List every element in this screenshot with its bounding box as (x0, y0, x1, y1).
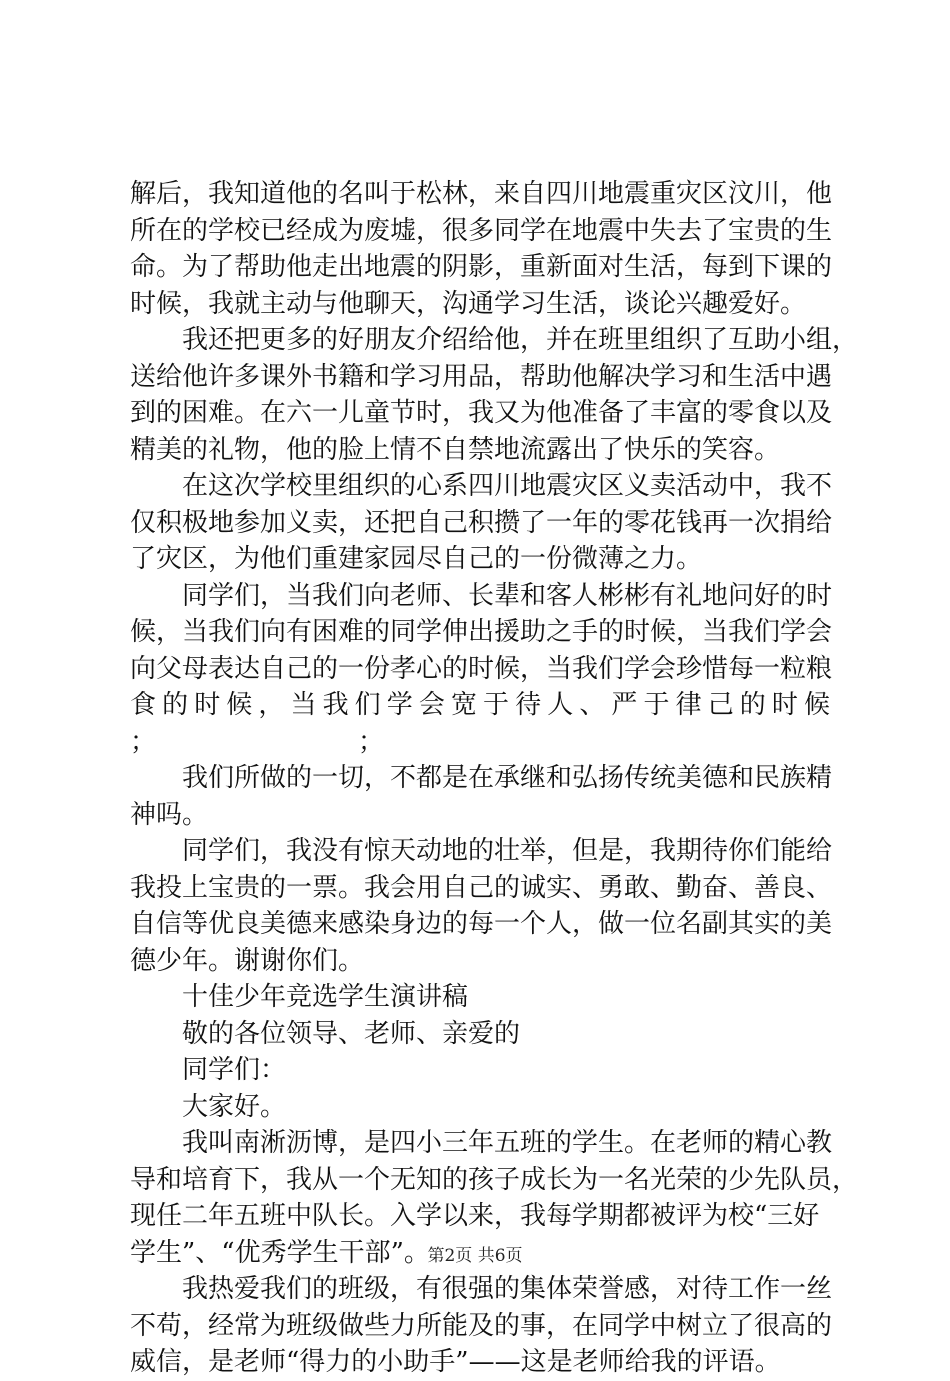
text-line: 了灾区，为他们重建家园尽自己的一份微薄之力。 (130, 544, 703, 574)
text-line: 时候，我就主动与他聊天，沟通学习生活，谈论兴趣爱好。 (130, 288, 807, 319)
text-char: 于 (483, 690, 510, 720)
justified-text-line (130, 687, 830, 724)
text-char: 们 (354, 690, 381, 720)
semicolon: ； (358, 726, 385, 757)
salutation-line: 同学们： (182, 1055, 287, 1085)
document-body (130, 176, 859, 1381)
text-line: 威信，是老师“得力的小助手”——这是老师给我的评语。 (130, 1347, 781, 1377)
text-char: 食 (130, 690, 157, 720)
text-char: 的 (739, 690, 766, 720)
heading-line: 十佳少年竞选学生演讲稿 (182, 982, 469, 1012)
text-char: 严 (611, 690, 638, 720)
text-line: 我们所做的一切，不都是在承继和弘扬传统美德和民族精 (182, 763, 833, 793)
text-line: 不苟，经常为班级做些力所能及的事，在同学中树立了很高的 (130, 1310, 833, 1341)
text-line: 我还把更多的好朋友介绍给他，并在班里组织了互助小组， (182, 325, 859, 355)
text-char: 学 (386, 690, 413, 720)
text-char: 时 (194, 690, 221, 720)
greeting-line: 大家好。 (182, 1091, 287, 1122)
text-char: 、 (579, 690, 606, 720)
text-line: 到的困难。在六一儿童节时，我又为他准备了丰富的零食以及 (130, 398, 833, 428)
text-char: 宽 (450, 690, 477, 720)
text-char: 时 (771, 690, 798, 720)
text-line: 所在的学校已经成为废墟，很多同学在地震中失去了宝贵的生 (130, 215, 833, 246)
text-char: 当 (290, 690, 317, 720)
text-char: 我 (322, 690, 349, 720)
semicolon-line (130, 724, 830, 761)
salutation-line: 敬的各位领导、老师、亲爱的 (182, 1018, 521, 1049)
text-char: 的 (162, 690, 189, 720)
text-line: 精美的礼物，他的脸上情不自禁地流露出了快乐的笑容。 (130, 434, 781, 465)
text-line: 向父母表达自己的一份孝心的时候，当我们学会珍惜每一粒粮 (130, 653, 833, 684)
text-line: 德少年。谢谢你们。 (130, 945, 365, 976)
text-line: 候，当我们向有困难的同学伸出援助之手的时候，当我们学会 (130, 617, 833, 647)
text-line: 我叫南淅沥博，是四小三年五班的学生。在老师的精心教 (182, 1128, 833, 1158)
page-footer: 第2页 共6页 (427, 1246, 523, 1266)
text-line: 导和培育下，我从一个无知的孩子成长为一名光荣的少先队员， (130, 1164, 859, 1195)
text-line: 在这次学校里组织的心系四川地震灾区义卖活动中，我不 (182, 471, 833, 501)
text-char: 于 (643, 690, 670, 720)
text-line: 我热爱我们的班级，有很强的集体荣誉感，对待工作一丝 (182, 1274, 833, 1304)
text-line: 现任二年五班中队长。入学以来，我每学期都被评为校“三好 (130, 1201, 820, 1231)
text-char: 人 (547, 690, 574, 720)
text-line: 我投上宝贵的一票。我会用自己的诚实、勇敢、勤奋、善良、 (130, 872, 833, 903)
text-char: 会 (418, 690, 445, 720)
text-line: 送给他许多课外书籍和学习用品，帮助他解决学习和生活中遇 (130, 361, 833, 392)
text-char: 候 (226, 690, 253, 720)
text-line: 学生”、“优秀学生干部”。 (130, 1237, 430, 1268)
text-char: 待 (515, 690, 542, 720)
text-line: 同学们，我没有惊天动地的壮举，但是，我期待你们能给 (182, 836, 833, 866)
text-line: 同学们，当我们向老师、长辈和客人彬彬有礼地问好的时 (182, 580, 833, 611)
text-char: ， (258, 690, 285, 720)
text-char: 律 (675, 690, 702, 720)
text-line: 解后，我知道他的名叫于松林，来自四川地震重灾区汶川，他 (130, 179, 833, 209)
semicolon: ； (130, 726, 157, 757)
text-line: 自信等优良美德来感染身边的每一个人，做一位名副其实的美 (130, 909, 833, 939)
text-line: 命。为了帮助他走出地震的阴影，重新面对生活，每到下课的 (130, 252, 833, 282)
text-char: 候 (803, 690, 830, 720)
text-line: 仅积极地参加义卖，还把自己积攒了一年的零花钱再一次捐给 (130, 507, 833, 538)
text-line: 神吗。 (130, 799, 209, 830)
text-char: 己 (707, 690, 734, 720)
